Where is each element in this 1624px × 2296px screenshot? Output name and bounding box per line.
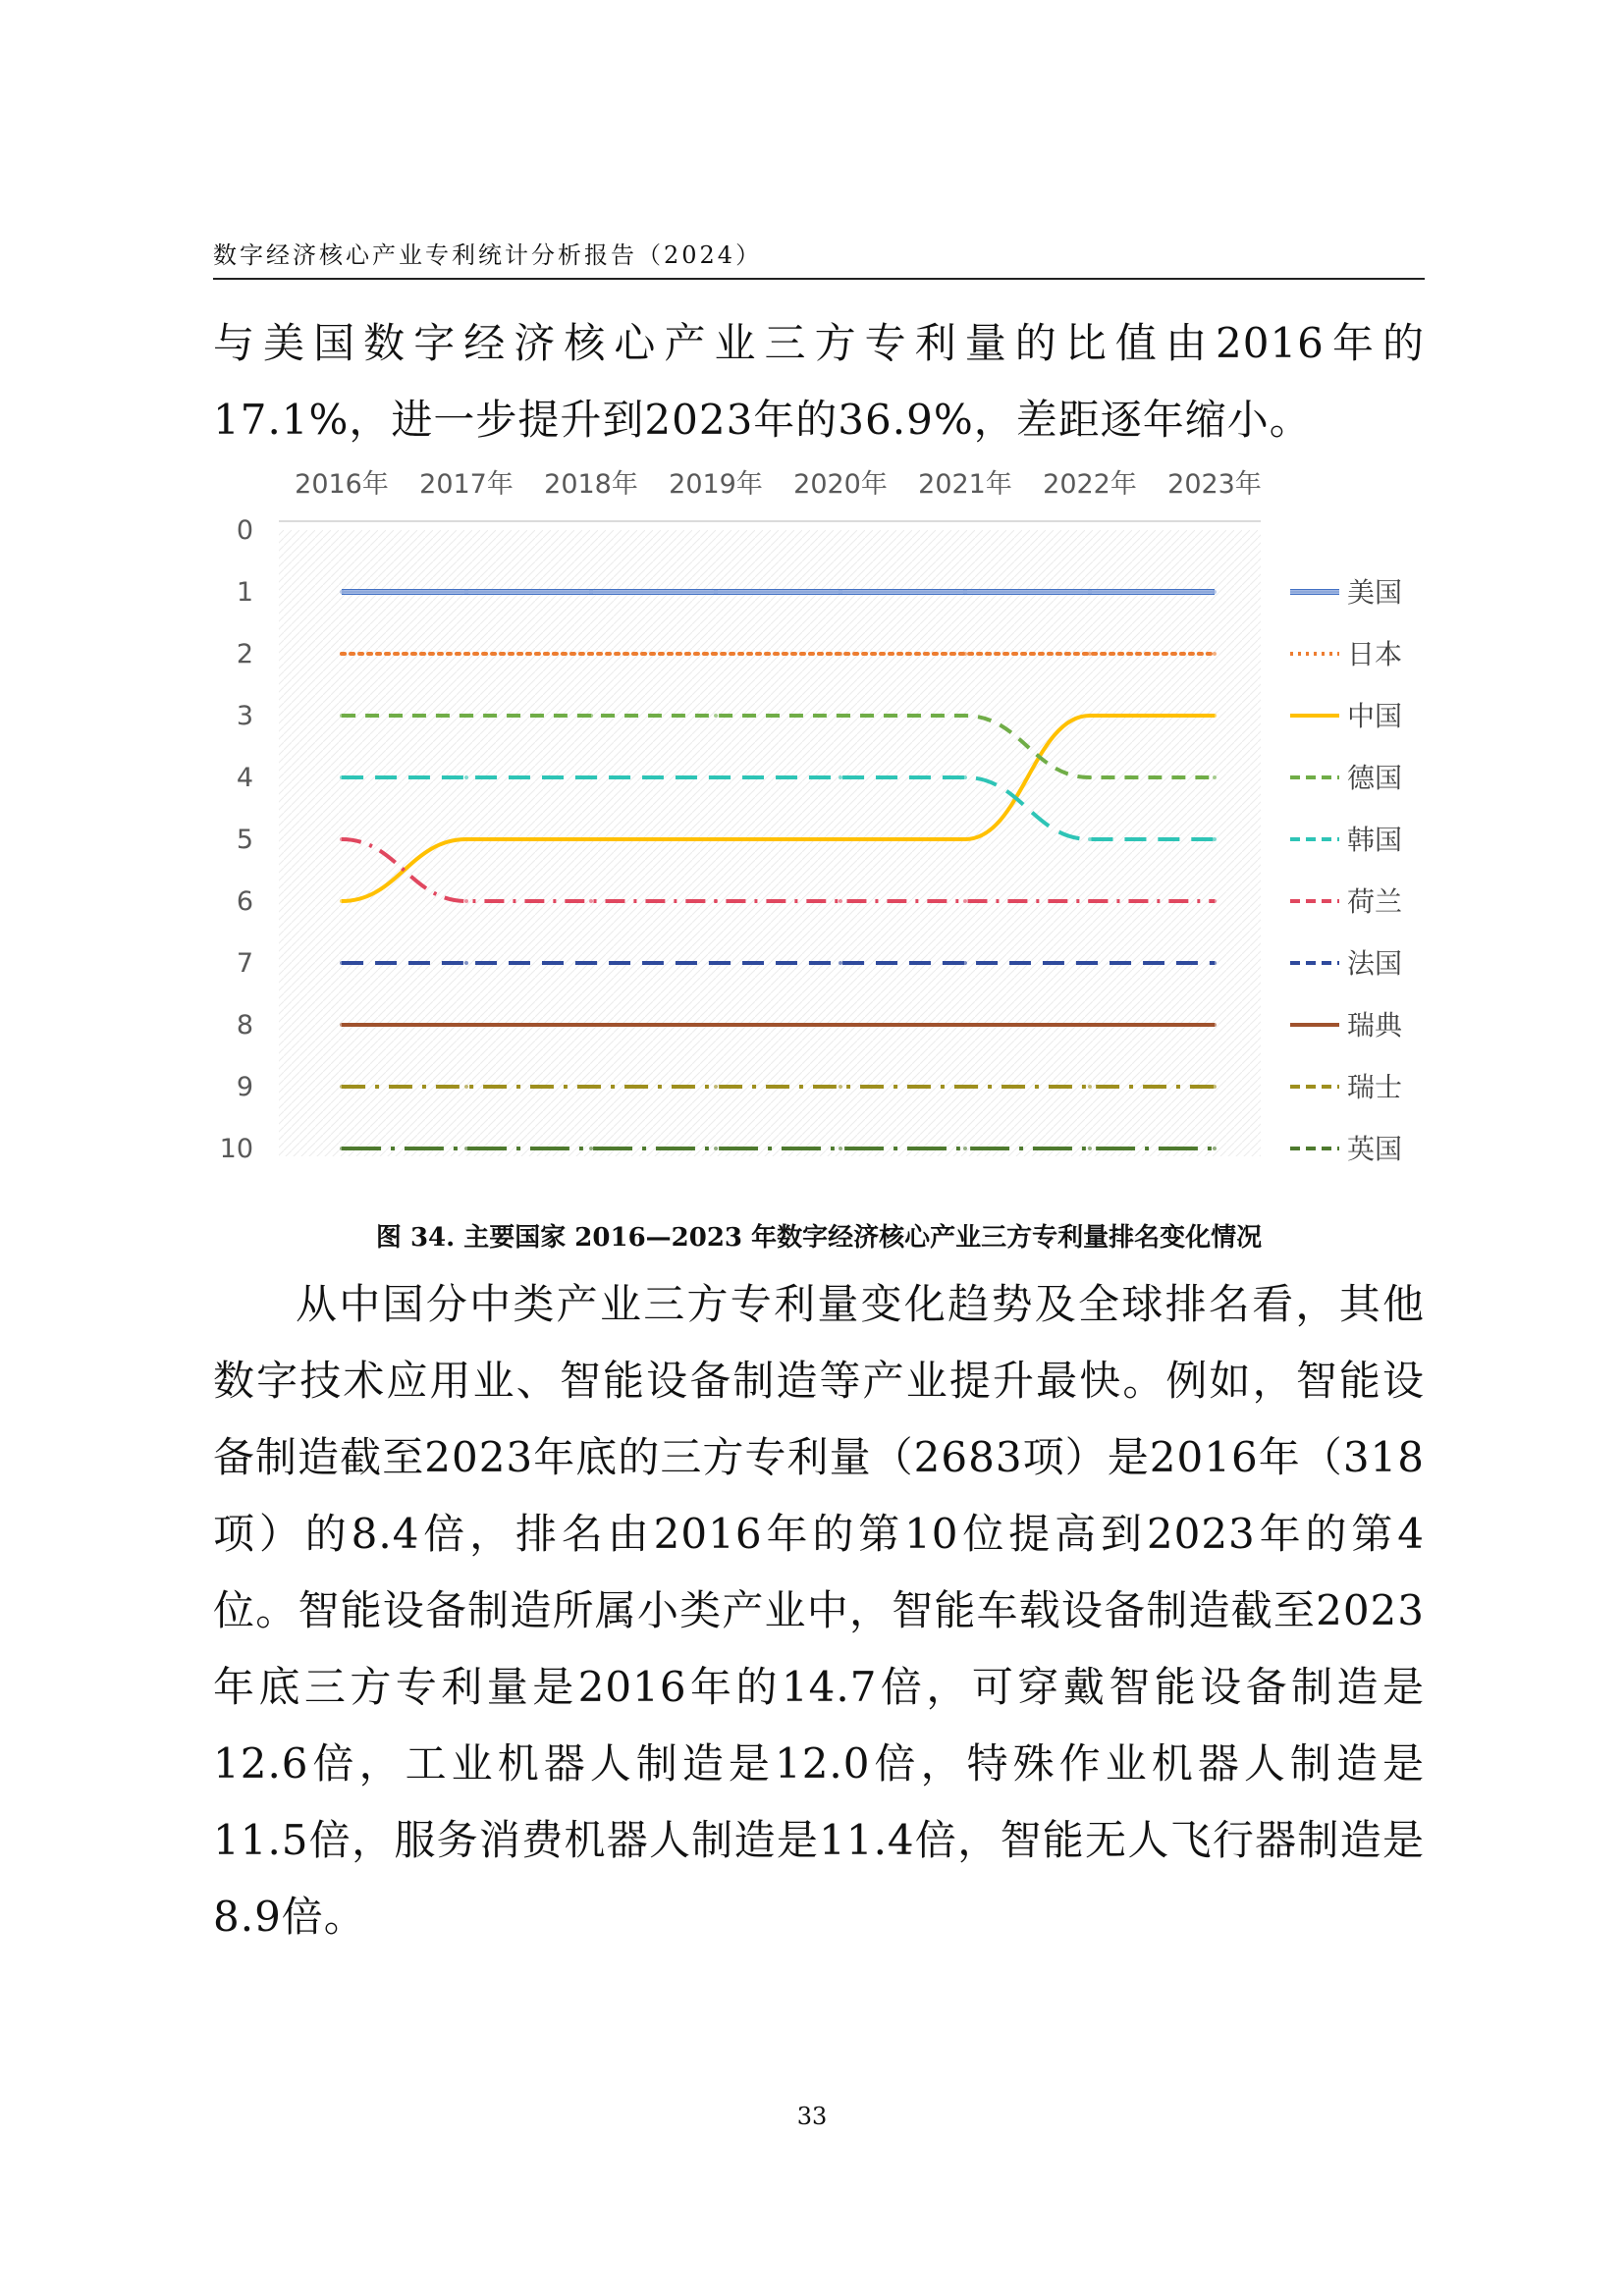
data-point — [340, 1023, 344, 1027]
plot-area — [279, 530, 1261, 1156]
data-point — [340, 714, 344, 718]
data-point — [464, 899, 468, 903]
x-tick-label: 2020年 — [793, 469, 888, 500]
data-point — [1213, 1147, 1217, 1150]
y-tick-label: 2 — [236, 639, 253, 669]
data-point — [1213, 775, 1217, 779]
data-point — [963, 899, 967, 903]
data-point — [1088, 590, 1092, 594]
data-point — [1088, 837, 1092, 841]
data-point — [464, 775, 468, 779]
rank-chart — [213, 459, 1425, 1186]
y-tick-label: 10 — [219, 1134, 253, 1164]
data-point — [963, 837, 967, 841]
data-point — [589, 1085, 593, 1089]
data-point — [340, 961, 344, 965]
legend-label: 瑞典 — [1347, 1009, 1403, 1041]
y-tick-label: 9 — [236, 1072, 253, 1102]
data-point — [589, 714, 593, 718]
y-tick-label: 4 — [236, 763, 253, 793]
data-point — [1088, 652, 1092, 656]
legend-label: 法国 — [1347, 947, 1403, 980]
data-point — [464, 1147, 468, 1150]
legend-label: 美国 — [1347, 576, 1403, 609]
data-point — [714, 837, 718, 841]
y-tick-label: 0 — [236, 515, 253, 546]
data-point — [839, 1147, 842, 1150]
data-point — [589, 961, 593, 965]
page-number: 33 — [796, 2103, 828, 2130]
data-point — [464, 1023, 468, 1027]
data-point — [464, 714, 468, 718]
data-point — [589, 899, 593, 903]
x-tick-label: 2016年 — [295, 469, 389, 500]
data-point — [340, 1147, 344, 1150]
intro-paragraph: 与美国数字经济核心产业三方专利量的比值由2016年的17.1%，进一步提升到2023年的36.9%，差距逐年缩小。 — [213, 319, 1425, 444]
data-point — [1088, 1023, 1092, 1027]
y-tick-label: 7 — [236, 948, 253, 979]
data-point — [963, 1085, 967, 1089]
data-point — [1088, 775, 1092, 779]
data-point — [714, 590, 718, 594]
x-tick-label: 2019年 — [669, 469, 763, 500]
data-point — [1213, 714, 1217, 718]
data-point — [714, 775, 718, 779]
data-point — [963, 652, 967, 656]
data-point — [714, 1147, 718, 1150]
legend-label: 德国 — [1347, 762, 1403, 794]
data-point — [464, 1085, 468, 1089]
data-point — [340, 1085, 344, 1089]
data-point — [1213, 590, 1217, 594]
y-tick-label: 3 — [236, 701, 253, 731]
header-rule — [213, 278, 1425, 280]
data-point — [1213, 899, 1217, 903]
legend-label: 中国 — [1347, 700, 1403, 732]
legend-label: 韩国 — [1347, 824, 1403, 856]
data-point — [1213, 652, 1217, 656]
data-point — [1088, 1147, 1092, 1150]
y-tick-label: 1 — [236, 577, 253, 608]
legend-label: 荷兰 — [1347, 885, 1403, 918]
data-point — [589, 590, 593, 594]
legend-label: 日本 — [1347, 638, 1403, 670]
data-point — [1088, 961, 1092, 965]
data-point — [963, 714, 967, 718]
y-tick-label: 6 — [236, 886, 253, 917]
data-point — [963, 775, 967, 779]
data-point — [464, 961, 468, 965]
data-point — [839, 714, 842, 718]
data-point — [714, 899, 718, 903]
data-point — [340, 775, 344, 779]
x-tick-label: 2022年 — [1043, 469, 1137, 500]
data-point — [1213, 1023, 1217, 1027]
data-point — [839, 961, 842, 965]
data-point — [589, 775, 593, 779]
data-point — [714, 714, 718, 718]
data-point — [340, 652, 344, 656]
data-point — [714, 652, 718, 656]
data-point — [963, 1147, 967, 1150]
x-tick-label: 2023年 — [1167, 469, 1262, 500]
data-point — [464, 652, 468, 656]
data-point — [340, 590, 344, 594]
data-point — [714, 1085, 718, 1089]
running-header: 数字经济核心产业专利统计分析报告（2024） — [213, 241, 763, 269]
data-point — [1088, 1085, 1092, 1089]
data-point — [1213, 961, 1217, 965]
y-tick-label: 8 — [236, 1010, 253, 1041]
x-tick-label: 2018年 — [544, 469, 638, 500]
data-point — [839, 590, 842, 594]
data-point — [464, 837, 468, 841]
data-point — [464, 590, 468, 594]
body-paragraph: 从中国分中类产业三方专利量变化趋势及全球排名看，其他数字技术应用业、智能设备制造等产业提升最快。例如，智能设备制造截至2023年底的三方专利量（2683项）是2016年（318项）的8.4倍，排名由2016年的第10位提高到2023年的第4位。智能设备制造所属小类产业中，智能车载设备制造截至2023年底三方专利量是2016年的14.7倍，可穿戴智能设备制造是12.6倍，工业机器人制造是12.0倍，特殊作业机器人制造是11.5倍，服务消费机器人制造是11.4倍，智能无人飞行器制造是8.9倍。 — [213, 1280, 1425, 1941]
data-point — [714, 1023, 718, 1027]
data-point — [1213, 837, 1217, 841]
figure-caption: 图 34. 主要国家 2016—2023 年数字经济核心产业三方专利量排名变化情况 — [375, 1223, 1263, 1253]
legend-label: 瑞士 — [1347, 1071, 1403, 1103]
y-tick-label: 5 — [236, 825, 253, 855]
legend-label: 英国 — [1347, 1133, 1403, 1165]
data-point — [839, 899, 842, 903]
data-point — [340, 837, 344, 841]
data-point — [839, 837, 842, 841]
data-point — [589, 652, 593, 656]
data-point — [963, 1023, 967, 1027]
data-point — [963, 590, 967, 594]
x-tick-label: 2017年 — [419, 469, 514, 500]
data-point — [714, 961, 718, 965]
data-point — [1213, 1085, 1217, 1089]
x-tick-label: 2021年 — [918, 469, 1012, 500]
data-point — [839, 1023, 842, 1027]
data-point — [340, 899, 344, 903]
data-point — [839, 775, 842, 779]
data-point — [1088, 714, 1092, 718]
data-point — [963, 961, 967, 965]
data-point — [589, 1147, 593, 1150]
data-point — [589, 1023, 593, 1027]
data-point — [589, 837, 593, 841]
data-point — [839, 1085, 842, 1089]
data-point — [1088, 899, 1092, 903]
data-point — [839, 652, 842, 656]
